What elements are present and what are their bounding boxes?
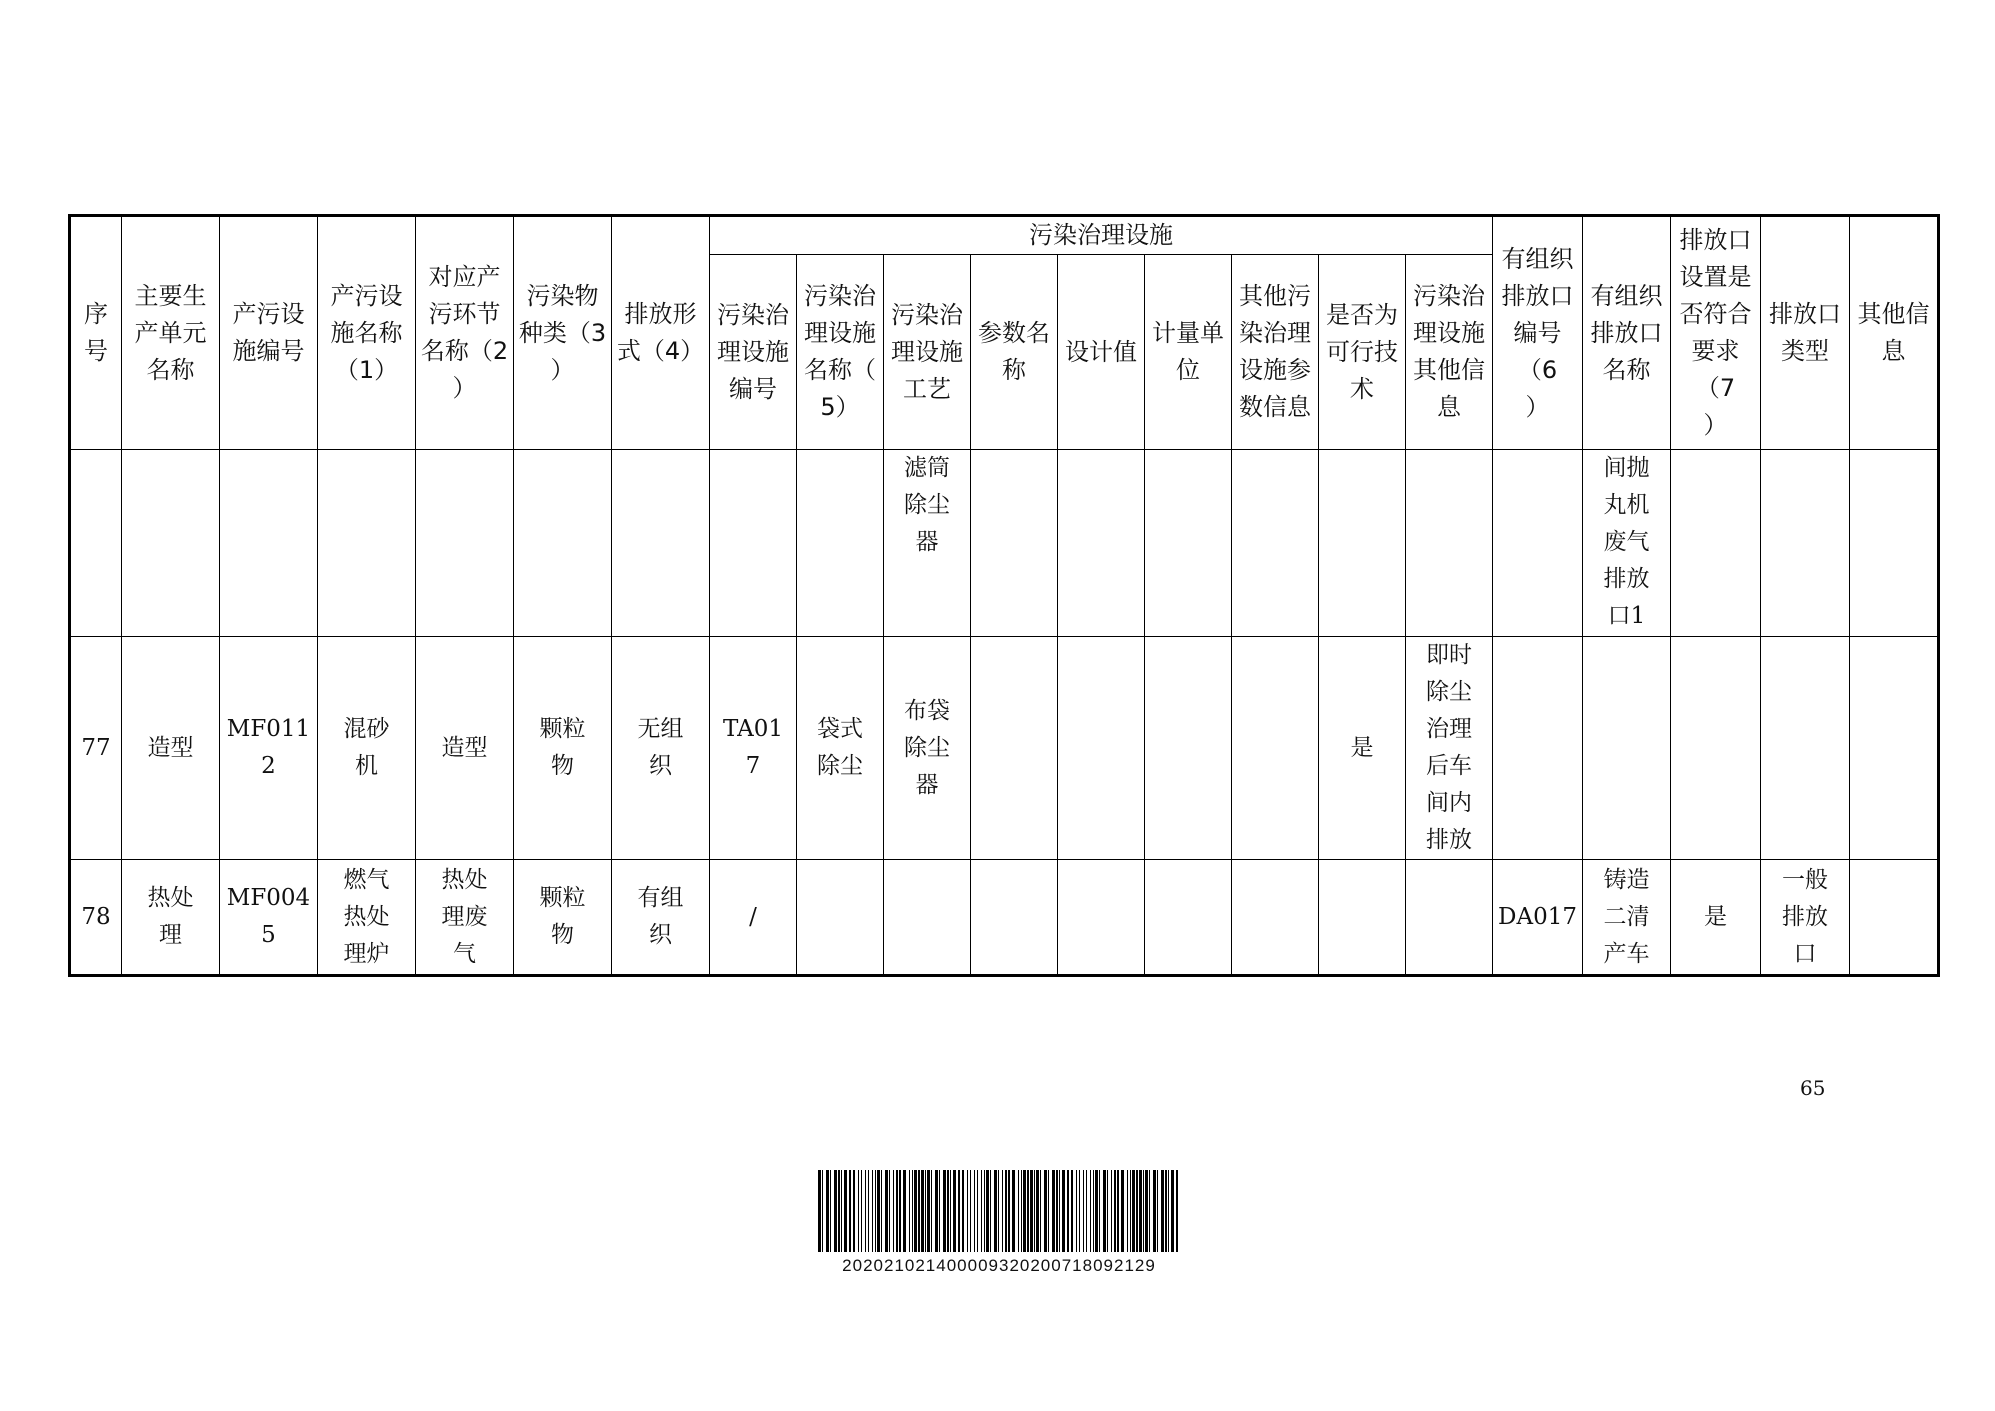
table-row <box>70 860 1939 976</box>
cell-param-name <box>971 860 1058 976</box>
cell-param-name <box>971 637 1058 860</box>
header-facility-name: 产污设 施名称 （1） <box>318 216 416 450</box>
cell-feasible-tech: 是 <box>1319 637 1406 860</box>
cell-param-name <box>971 450 1058 637</box>
cell-facility-id: MF011 2 <box>220 637 318 860</box>
cell-design-value <box>1058 637 1145 860</box>
header-measure-unit: 计量单 位 <box>1145 255 1232 450</box>
cell-treatment-process: 滤筒 除尘 器 <box>884 450 971 637</box>
cell-other <box>1850 450 1939 637</box>
cell-outlet-type <box>1761 637 1850 860</box>
header-design-value: 设计值 <box>1058 255 1145 450</box>
cell-emission-form: 有组 织 <box>612 860 710 976</box>
header-other-params: 其他污 染治理 设施参 数信息 <box>1232 255 1319 450</box>
header-stage: 对应产 污环节 名称（2 ） <box>416 216 514 450</box>
cell-other <box>1850 860 1939 976</box>
cell-outlet-id <box>1493 637 1583 860</box>
cell-facility-id: MF004 5 <box>220 860 318 976</box>
header-other: 其他信 息 <box>1850 216 1939 450</box>
cell-compliant: 是 <box>1671 860 1761 976</box>
cell-measure-unit <box>1145 860 1232 976</box>
cell-unit: 热处 理 <box>122 860 220 976</box>
cell-facility-name: 混砂 机 <box>318 637 416 860</box>
cell-seq: 78 <box>70 860 122 976</box>
cell-stage: 热处 理废 气 <box>416 860 514 976</box>
cell-other <box>1850 637 1939 860</box>
table-row <box>70 637 1939 860</box>
cell-treatment-name <box>797 450 884 637</box>
cell-seq: 77 <box>70 637 122 860</box>
cell-feasible-tech <box>1319 860 1406 976</box>
cell-emission-form <box>612 450 710 637</box>
header-compliant: 排放口 设置是 否符合 要求（7 ） <box>1671 216 1761 450</box>
cell-compliant <box>1671 637 1761 860</box>
header-outlet-id: 有组织 排放口 编号（6 ） <box>1493 216 1583 450</box>
cell-outlet-name: 间抛 丸机 废气 排放 口1 <box>1583 450 1671 637</box>
header-treatment-id: 污染治 理设施 编号 <box>710 255 797 450</box>
cell-measure-unit <box>1145 450 1232 637</box>
page-number: 65 <box>1800 1076 1826 1100</box>
cell-other-params <box>1232 450 1319 637</box>
permit-table-wrapper <box>68 214 1933 977</box>
header-param-name: 参数名 称 <box>971 255 1058 450</box>
cell-treatment-other <box>1406 450 1493 637</box>
cell-compliant <box>1671 450 1761 637</box>
header-unit: 主要生 产单元 名称 <box>122 216 220 450</box>
header-outlet-type: 排放口 类型 <box>1761 216 1850 450</box>
cell-unit: 造型 <box>122 637 220 860</box>
header-group-treatment: 污染治理设施 <box>710 216 1493 255</box>
header-feasible-tech: 是否为 可行技 术 <box>1319 255 1406 450</box>
cell-other-params <box>1232 637 1319 860</box>
cell-outlet-name <box>1583 637 1671 860</box>
cell-outlet-id: DA017 <box>1493 860 1583 976</box>
cell-outlet-type: 一般 排放 口 <box>1761 860 1850 976</box>
cell-feasible-tech <box>1319 450 1406 637</box>
barcode-number: 20202102140000932020071809212​9 <box>842 1256 1156 1275</box>
header-emission-form: 排放形 式（4） <box>612 216 710 450</box>
cell-emission-form: 无组 织 <box>612 637 710 860</box>
cell-treatment-other: 即时 除尘 治理 后车 间内 排放 <box>1406 637 1493 860</box>
cell-treatment-process <box>884 860 971 976</box>
cell-unit <box>122 450 220 637</box>
table-row <box>70 450 1939 637</box>
cell-facility-name: 燃气 热处 理炉 <box>318 860 416 976</box>
cell-facility-name <box>318 450 416 637</box>
header-outlet-name: 有组织 排放口 名称 <box>1583 216 1671 450</box>
cell-stage: 造型 <box>416 637 514 860</box>
header-facility-id: 产污设 施编号 <box>220 216 318 450</box>
header-treatment-other: 污染治 理设施 其他信 息 <box>1406 255 1493 450</box>
cell-outlet-name: 铸造 二清 产车 <box>1583 860 1671 976</box>
cell-treatment-name: 袋式 除尘 <box>797 637 884 860</box>
cell-pollutant: 颗粒 物 <box>514 637 612 860</box>
cell-other-params <box>1232 860 1319 976</box>
cell-design-value <box>1058 450 1145 637</box>
cell-outlet-id <box>1493 450 1583 637</box>
cell-seq <box>70 450 122 637</box>
header-treatment-name: 污染治 理设施 名称（ 5） <box>797 255 884 450</box>
cell-design-value <box>1058 860 1145 976</box>
cell-treatment-id: TA01 7 <box>710 637 797 860</box>
cell-outlet-type <box>1761 450 1850 637</box>
header-seq: 序 号 <box>70 216 122 450</box>
barcode <box>818 1170 1180 1252</box>
cell-stage <box>416 450 514 637</box>
cell-treatment-name <box>797 860 884 976</box>
cell-measure-unit <box>1145 637 1232 860</box>
cell-treatment-id: / <box>710 860 797 976</box>
cell-treatment-id <box>710 450 797 637</box>
cell-facility-id <box>220 450 318 637</box>
pollution-facility-table <box>68 214 1940 977</box>
cell-pollutant: 颗粒 物 <box>514 860 612 976</box>
cell-treatment-process: 布袋 除尘 器 <box>884 637 971 860</box>
header-pollutant: 污染物 种类（3 ） <box>514 216 612 450</box>
header-treatment-process: 污染治 理设施 工艺 <box>884 255 971 450</box>
cell-treatment-other <box>1406 860 1493 976</box>
cell-pollutant <box>514 450 612 637</box>
